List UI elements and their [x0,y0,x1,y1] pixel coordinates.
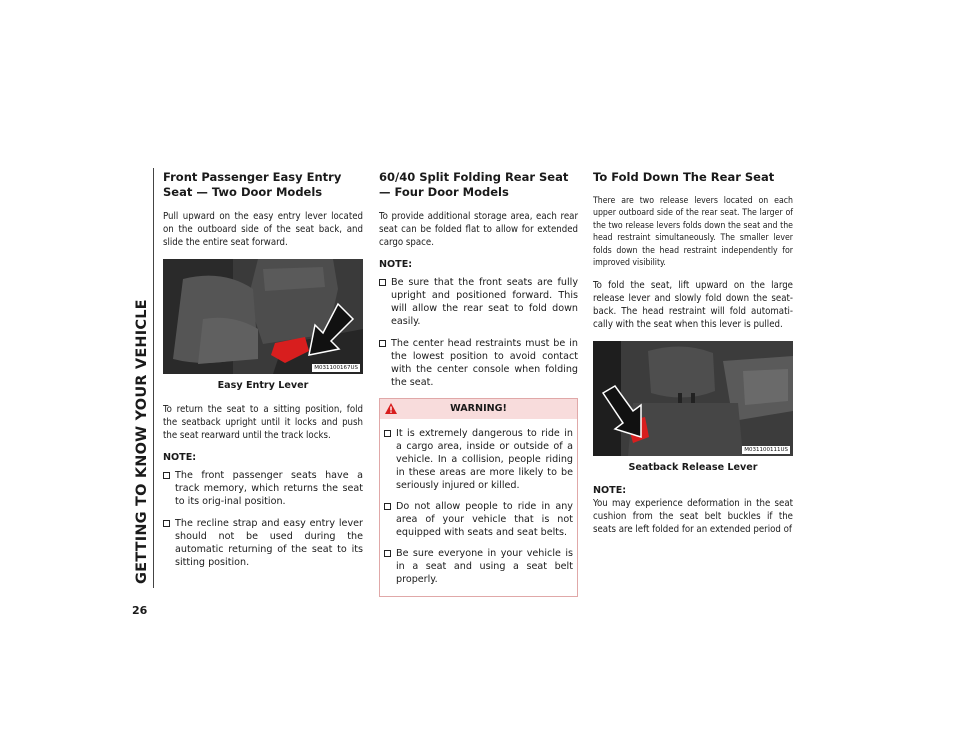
easy-entry-note-list [163,469,363,569]
section-side-tab [132,168,154,588]
column-split-folding [379,170,578,597]
seatback-release-illustration [593,341,793,456]
seatback-release-figure-code: M031100111US [744,447,788,454]
seatback-release-caption: Seatback Release Lever [628,462,758,474]
fold-down-instructions: To fold the seat, lift upward on the large release lever and slowly fold down the seat-back. The head restraint will fold automati-cally with the seat when this lever is pulled. [593,280,793,331]
warning-box [379,398,578,597]
page-number: 26 [132,604,148,617]
split-folding-heading: 60/40 Split Folding Rear Seat — Four Door Models [379,170,569,199]
side-divider [153,168,154,588]
split-folding-note-list [379,276,578,389]
list-item: The front passenger seats have a track memory, which returns the seat to its orig-inal position. [163,469,363,508]
warning-body [380,419,577,596]
split-folding-intro: To provide additional storage area, each rear seat can be folded flat to allow for extended cargo space. [379,211,578,248]
list-item: Be sure that the front seats are fully upright and positioned forward. This will allow the rear seat to fold down easily. [379,276,578,328]
easy-entry-figure [163,259,363,374]
fold-down-levers-text: There are two release levers located on each upper outboard side of the rear seat. The larger of the two release levers folds down the seat and the head restraint simultaneously. The smaller lever folds down the head restraint independently for improved visibility. [593,196,793,269]
seatback-release-figure [593,341,793,456]
easy-entry-illustration [163,259,363,374]
easy-entry-intro: Pull upward on the easy entry lever located on the outboard side of the seat back, and slide the entire seat forward. [163,211,363,248]
column-fold-down [593,170,793,546]
column-easy-entry [163,170,363,578]
section-title: GETTING TO KNOW YOUR VEHICLE [134,299,150,584]
fold-down-heading: To Fold Down The Rear Seat [593,170,775,184]
list-item: The center head restraints must be in the lowest position to avoid contact with the center console when folding the seat. [379,337,578,389]
fold-down-note-text: You may experience deformation in the seat cushion from the seat belt buckles if the seats are left folded for an extended period of [593,498,793,536]
easy-entry-note-label: NOTE: [163,452,197,463]
list-item: Do not allow people to ride in any area of your vehicle that is not equipped with seats and seat belts. [384,500,573,539]
warning-list [384,427,573,586]
warning-title: WARNING! [450,403,507,414]
easy-entry-figure-code: M031100167US [314,365,358,371]
easy-entry-return-text: To return the seat to a sitting position, fold the seatback upright until it locks and push the seat rearward until the track locks. [163,404,363,441]
list-item: It is extremely dangerous to ride in a cargo area, inside or outside of a vehicle. In a collision, people riding in these areas are more likely to be seriously injured or killed. [384,427,573,492]
easy-entry-caption: Easy Entry Lever [217,380,309,391]
list-item: Be sure everyone in your vehicle is in a seat and using a seat belt properly. [384,547,573,586]
list-item: The recline strap and easy entry lever should not be used during the automatic returning of the seat to its sitting position. [163,517,363,569]
warning-header [380,399,577,419]
split-folding-note-label: NOTE: [379,259,413,270]
fold-down-note-label: NOTE: [593,485,627,497]
warning-triangle-icon [384,402,398,415]
easy-entry-heading: Front Passenger Easy Entry Seat — Two Door Models [163,170,342,199]
